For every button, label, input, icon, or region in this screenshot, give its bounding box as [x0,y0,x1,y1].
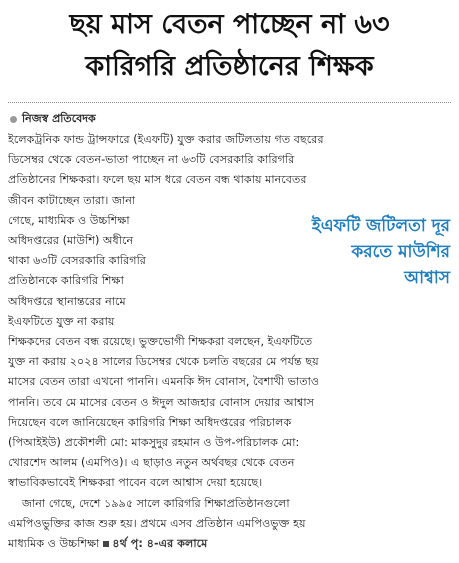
square-bullet-icon [103,541,109,547]
article-body [8,130,451,554]
body-line: ইএফটিতে যুক্ত না করায় [8,314,115,328]
body-line: থাকা ৬৩টি বেসরকারি কারিগরি [8,254,146,268]
pull-quote-line-3: আশ্বাস [404,268,450,288]
body-line: এমপিওভুক্তির কাজ শুরু হয়। প্রথমে এসব প্রতিষ্ঠান এমপিওভুক্ত হয় [8,516,306,530]
body-line: স্বাভাবিকভাবেই শিক্ষকরা পাবেন বলে আশ্বাস দেয়া হয়েছে। [8,476,263,490]
body-line: জানা গেছে, দেশে ১৯৯৫ সালে কারিগরি শিক্ষাপ্রতিষ্ঠানগুলো [22,496,290,510]
body-line: জীবন কাটাচ্ছেন তারা। জানা [8,193,136,207]
body-line: দিয়েছেন বলে জানিয়েছেন কারিগরি শিক্ষা অধিদপ্তরের পরিচালক [8,415,292,429]
body-line-text: মাধ্যমিক ও উচ্চশিক্ষা [8,537,100,551]
body-line: খোরশেদ আলম (এমপিও)। এ ছাড়াও নতুন অর্থবছর থেকে বেতন [8,456,295,470]
divider [8,102,451,103]
body-line: অধিদপ্তরের (মাউশি) অধীনে [8,234,134,248]
bullet-icon [10,116,17,123]
headline [0,4,459,88]
body-line: পাননি। তবে মে মাসের বেতন ও ঈদুল আজহার বোনাস দেয়ার আশ্বাস [8,395,315,409]
byline-text: নিজস্ব প্রতিবেদক [22,112,96,125]
body-line-last [8,534,451,554]
pull-quote-line-2: করতে মাউশির [351,242,450,262]
continued-reference: ৪র্থ পৃ: ৪-এর কলামে [112,537,208,551]
body-line: শিক্ষকদের বেতন বন্ধ রয়েছে। ভুক্তভোগী শিক্ষকরা বলছেন, ইএফটিতে [8,335,313,349]
byline [10,110,96,129]
body-line: যুক্ত না করায় ২০২৪ সালের ডিসেম্বর থেকে চলতি বছরের মে পর্যন্ত ছয় [8,355,319,369]
body-line: ইলেকট্রনিক ফান্ড ট্রান্সফারে (ইএফটি) যুক্ত করার জটিলতায় গত বছরের [8,133,324,146]
body-line: মাসের বেতন তারা এখনো পাননি। এমনকি ঈদ বোনাস, বৈশাখী ভাতাও [8,375,320,389]
body-line: প্রতিষ্ঠানকে কারিগরি শিক্ষা [8,274,124,288]
headline-line-1: ছয় মাস বেতন পাচ্ছেন না ৬৩ [69,9,390,40]
body-line: গেছে, মাধ্যমিক ও উচ্চশিক্ষা [8,213,130,227]
headline-line-2: কারিগরি প্রতিষ্ঠানের শিক্ষক [85,51,374,82]
body-line: প্রতিষ্ঠানের শিক্ষকরা। ফলে ছয় মাস ধরে বেতন বন্ধ থাকায় মানবেতর [8,173,307,187]
body-line: ডিসেম্বর থেকে বেতন-ভাতা পাচ্ছেন না ৬৩টি বেসরকারি কারিগরি [8,153,295,167]
body-line: (পিআইইউ) প্রকৌশলী মো: মাকসুদুর রহমান ও উপ-পরিচালক মো: [8,436,300,450]
pull-quote-line-1: ইএফটি জটিলতা দূর [311,216,450,236]
body-line: অধিদপ্তরে স্থানান্তরের নামে [8,294,126,308]
